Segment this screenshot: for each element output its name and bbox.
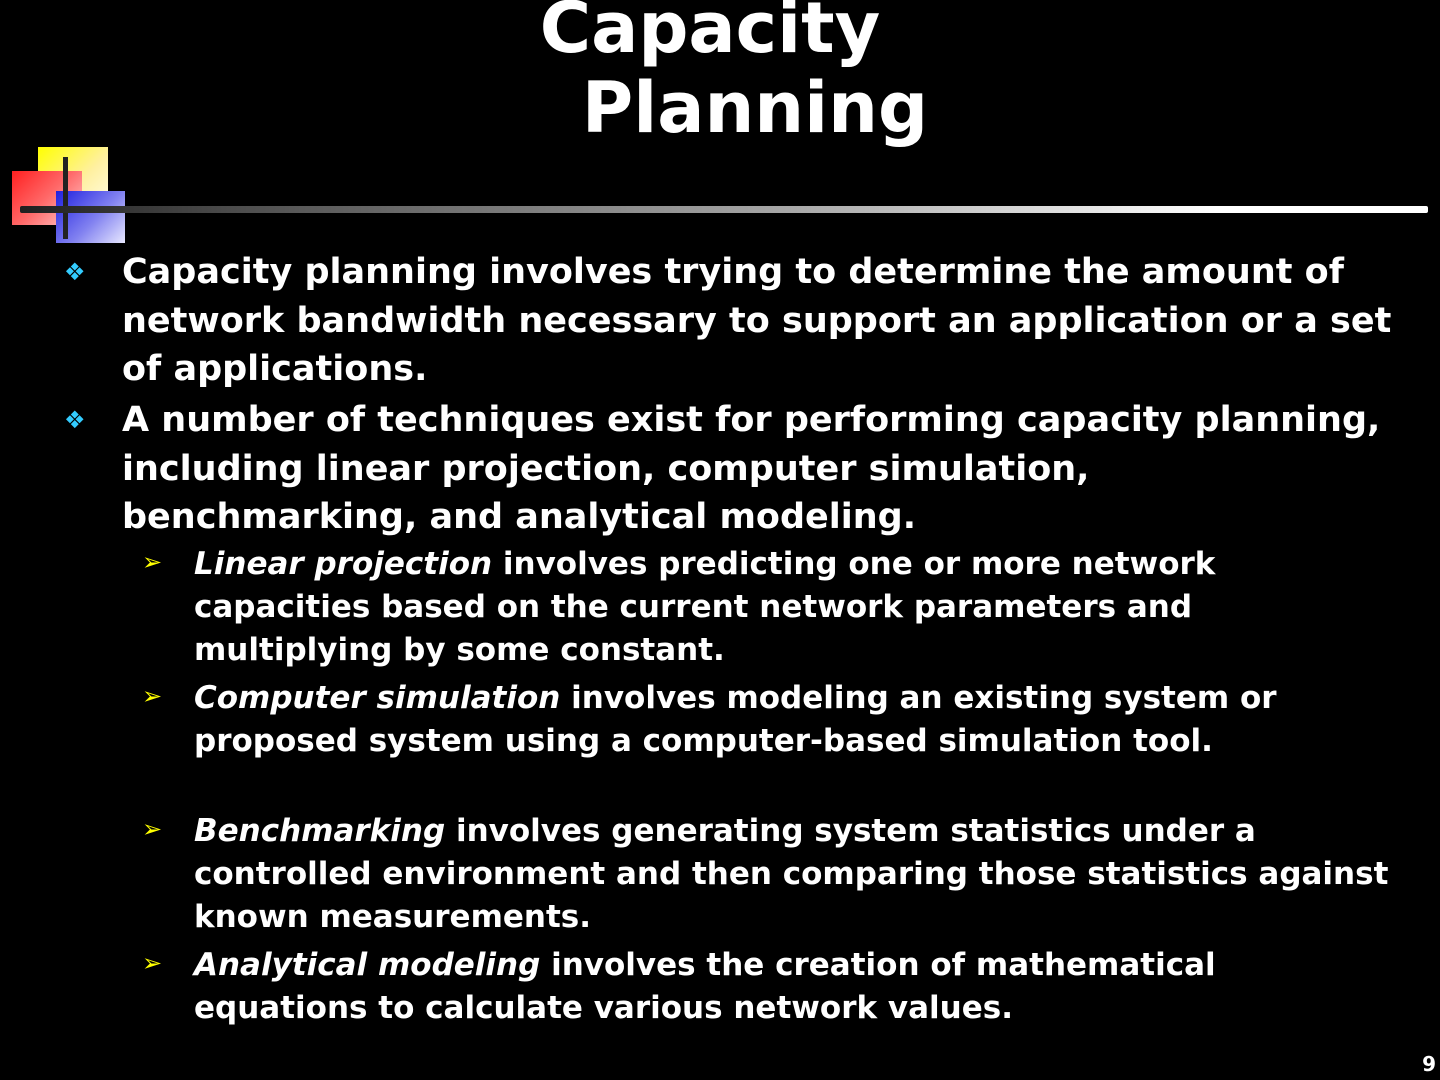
bullet-item [64, 248, 1392, 394]
subbullet-item [142, 677, 1394, 763]
bullet-item [64, 396, 1392, 542]
arrow-bullet-icon: ➢ [142, 815, 163, 843]
bullet-text: A number of techniques exist for performing capacity planning, including linear projection, computer simulation, benchmarking, and analytical modeling. [122, 400, 1381, 537]
title-divider-line [20, 206, 1428, 213]
diamond-bullet-icon: ❖ [64, 258, 86, 286]
arrow-bullet-icon: ➢ [142, 548, 163, 576]
subbullet-text: involves modeling an existing system or proposed system using a computer-based simulation tool. [194, 680, 1277, 759]
subbullet-item [142, 543, 1394, 672]
subbullet-text: involves the creation of mathematical equations to calculate various network values. [194, 947, 1216, 1026]
slide-title-line-1: Capacity [539, 0, 881, 69]
page-number: 9 [1422, 1052, 1436, 1076]
decorative-squares-logo [12, 147, 128, 245]
subbullet-item [142, 944, 1394, 1030]
bullet-text: Capacity planning involves trying to determine the amount of network bandwidth necessary to support an application or a set of applications. [122, 252, 1392, 389]
subbullet-term: Benchmarking [194, 813, 446, 849]
arrow-bullet-icon: ➢ [142, 682, 163, 710]
subbullet-term: Linear projection [194, 546, 493, 582]
slide-title-line-2: Planning [581, 67, 929, 149]
diamond-bullet-icon: ❖ [64, 406, 86, 434]
subbullet-term: Analytical modeling [194, 947, 541, 983]
slide-title [0, 0, 1440, 148]
subbullet-text: involves generating system statistics under a controlled environment and then comparing those statistics against known measurements. [194, 813, 1389, 935]
subbullet-item [142, 810, 1394, 939]
subbullet-term: Computer simulation [194, 680, 561, 716]
arrow-bullet-icon: ➢ [142, 949, 163, 977]
subbullet-text: involves predicting one or more network capacities based on the current network parameters and multiplying by some constant. [194, 546, 1216, 668]
vertical-bar-icon [63, 157, 68, 239]
